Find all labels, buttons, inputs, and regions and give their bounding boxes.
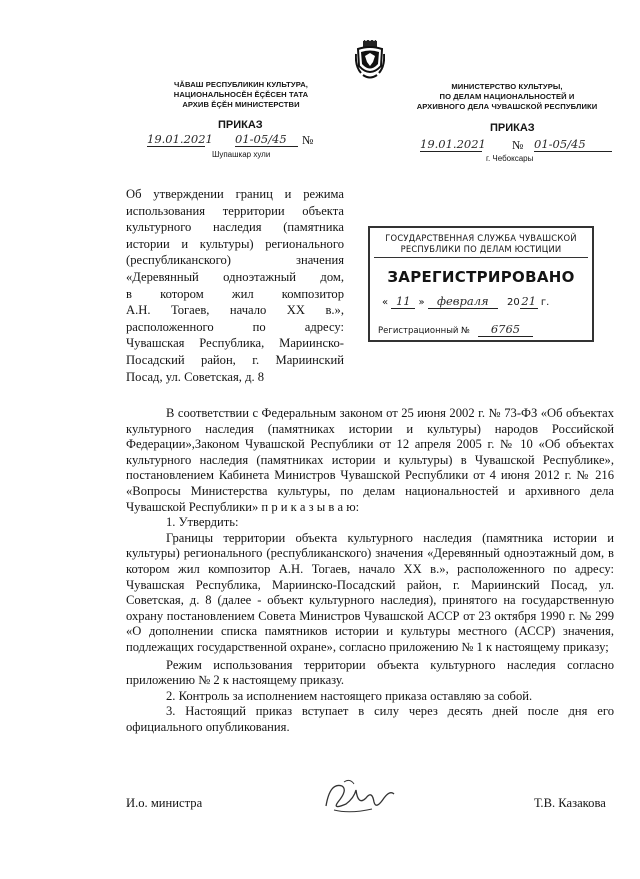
header-right-line-2: ПО ДЕЛАМ НАЦИОНАЛЬНОСТЕЙ И xyxy=(439,92,575,101)
title-line-2: использования территории объекта xyxy=(126,203,344,218)
signature-position: И.о. министра xyxy=(126,796,203,810)
title-line-12: Посад, ул. Советская, д. 8 xyxy=(126,369,265,384)
header-left-org xyxy=(150,80,332,110)
coat-of-arms-emblem xyxy=(355,40,385,80)
header-left-line-1: ЧĂВАШ РЕСПУБЛИКИН КУЛЬТУРА, xyxy=(173,80,309,89)
stamp-year-prefix: 20 xyxy=(507,297,520,308)
stamp-reg-row xyxy=(378,320,583,338)
body-paragraph-regime: Режим использования территории объекта культурного наследия согласно приложению № 2 к настоящему приказу. xyxy=(126,657,614,688)
title-line-6: «Деревянный одноэтажный дом, xyxy=(126,269,344,284)
stamp-line-2: РЕСПУБЛИКИ ПО ДЕЛАМ ЮСТИЦИИ xyxy=(374,244,588,258)
stamp-date-row xyxy=(382,294,582,309)
document-body xyxy=(126,406,614,735)
header-right-date-handwritten: 19.01.2021 xyxy=(420,137,486,151)
body-paragraph-preamble: В соответствии с Федеральным законом от 25 июня 2002 г. № 73-ФЗ «Об объектах культурного наследия (памятниках истории и культуры) народов Российской Федерации»,Законом Чувашской Республики от 12 апреля 2005 г. № 10 «Об объектах культурного наследия (памятниках истории и культуры) в Чувашской Республике», постановлением Кабинета Министров Чувашской Республики от 4 июня 2012 г. № 216 «Вопросы Министерства культуры, по делам национальностей и архивного дела Чувашской Республики» п р и к а з ы в а ю: xyxy=(126,406,614,514)
title-line-10: Чувашская Республика, Мариинско- xyxy=(126,336,344,351)
body-paragraph-item-1: 1. Утвердить: xyxy=(166,515,239,530)
header-left-city: Шупашкар хули xyxy=(212,150,271,159)
title-line-9: расположенного по адресу: xyxy=(126,319,344,334)
header-right-line-3: АРХИВНОГО ДЕЛА ЧУВАШСКОЙ РЕСПУБЛИКИ xyxy=(416,102,598,111)
document-title xyxy=(126,186,344,385)
stamp-month-handwritten: февраля xyxy=(428,294,498,309)
body-paragraph-boundaries: Границы территории объекта культурного наследия (памятника истории и культуры) регионального (республиканского) значения «Деревянный одноэтажный дом, в котором жил композитор А.Н. Тогаев, начало XX в.», расположенного по адресу: Чувашская Республика, Мариинско-Посадский район, г. Мариинский Посад, ул. Советская, д. 8 (далее - объект культурного наследия), принятого на государственную охрану постановлением Совета Министров Чувашской АССР от 23 октября 1990 г. № 299 «О дополнении списка памятников истории и культуры местного (АССР) значения, подлежащих государственной охране», согласно приложению № 1 к настоящему приказу; xyxy=(126,530,614,654)
header-left-date-handwritten: 19.01.2021 xyxy=(147,132,213,146)
stamp-year-suffix: г. xyxy=(540,297,550,308)
registration-stamp xyxy=(368,226,594,342)
title-line-7: в котором жил композитор xyxy=(126,286,344,301)
header-left-number-handwritten: 01-05/45 xyxy=(235,132,298,147)
stamp-reg-number-handwritten: 6765 xyxy=(478,322,533,337)
header-left-line-3: АРХИВ ĔÇĔН МИНИСТЕРСТВИ xyxy=(182,100,300,109)
header-right-number-sign: № xyxy=(512,138,524,152)
title-line-1: Об утверждении границ и режима xyxy=(126,187,344,201)
body-paragraph-item-3: 3. Настоящий приказ вступает в силу через десять дней после дня его официального опубликования. xyxy=(126,704,614,734)
stamp-status: ЗАРЕГИСТРИРОВАНО xyxy=(387,268,575,286)
header-right-order-word: ПРИКАЗ xyxy=(490,122,535,134)
stamp-line-1: ГОСУДАРСТВЕННАЯ СЛУЖБА ЧУВАШСКОЙ xyxy=(385,233,577,243)
header-left-line-2: НАЦИОНАЛЬНОСĔН ĔÇĔСЕН ТАТА xyxy=(173,90,309,99)
body-paragraph-item-2: 2. Контроль за исполнением настоящего приказа оставляю за собой. xyxy=(166,688,533,703)
header-right-number-handwritten: 01-05/45 xyxy=(534,137,612,152)
header-left-order-word: ПРИКАЗ xyxy=(218,119,263,131)
header-right-city: г. Чебоксары xyxy=(486,154,534,163)
header-left-number-sign: № xyxy=(302,133,314,147)
signature-name: Т.В. Казакова xyxy=(534,796,606,810)
handwritten-signature xyxy=(320,776,398,818)
stamp-year-handwritten: 21 xyxy=(521,294,537,308)
header-right-org xyxy=(398,82,616,112)
stamp-quote-close: » xyxy=(418,297,425,308)
title-line-5: (республиканского) значения xyxy=(126,253,344,268)
stamp-day-handwritten: 11 xyxy=(391,294,415,309)
title-line-4: истории и культуры) регионального xyxy=(126,236,344,251)
title-line-8: А.Н. Тогаев, начало XX в.», xyxy=(126,303,344,318)
title-line-3: культурного наследия (памятника xyxy=(126,220,344,235)
title-line-11: Посадский район, г. Мариинский xyxy=(126,352,344,367)
stamp-reg-label: Регистрационный № xyxy=(378,326,470,336)
stamp-quote-open: « xyxy=(382,297,389,308)
header-right-line-1: МИНИСТЕРСТВО КУЛЬТУРЫ, xyxy=(451,82,563,91)
